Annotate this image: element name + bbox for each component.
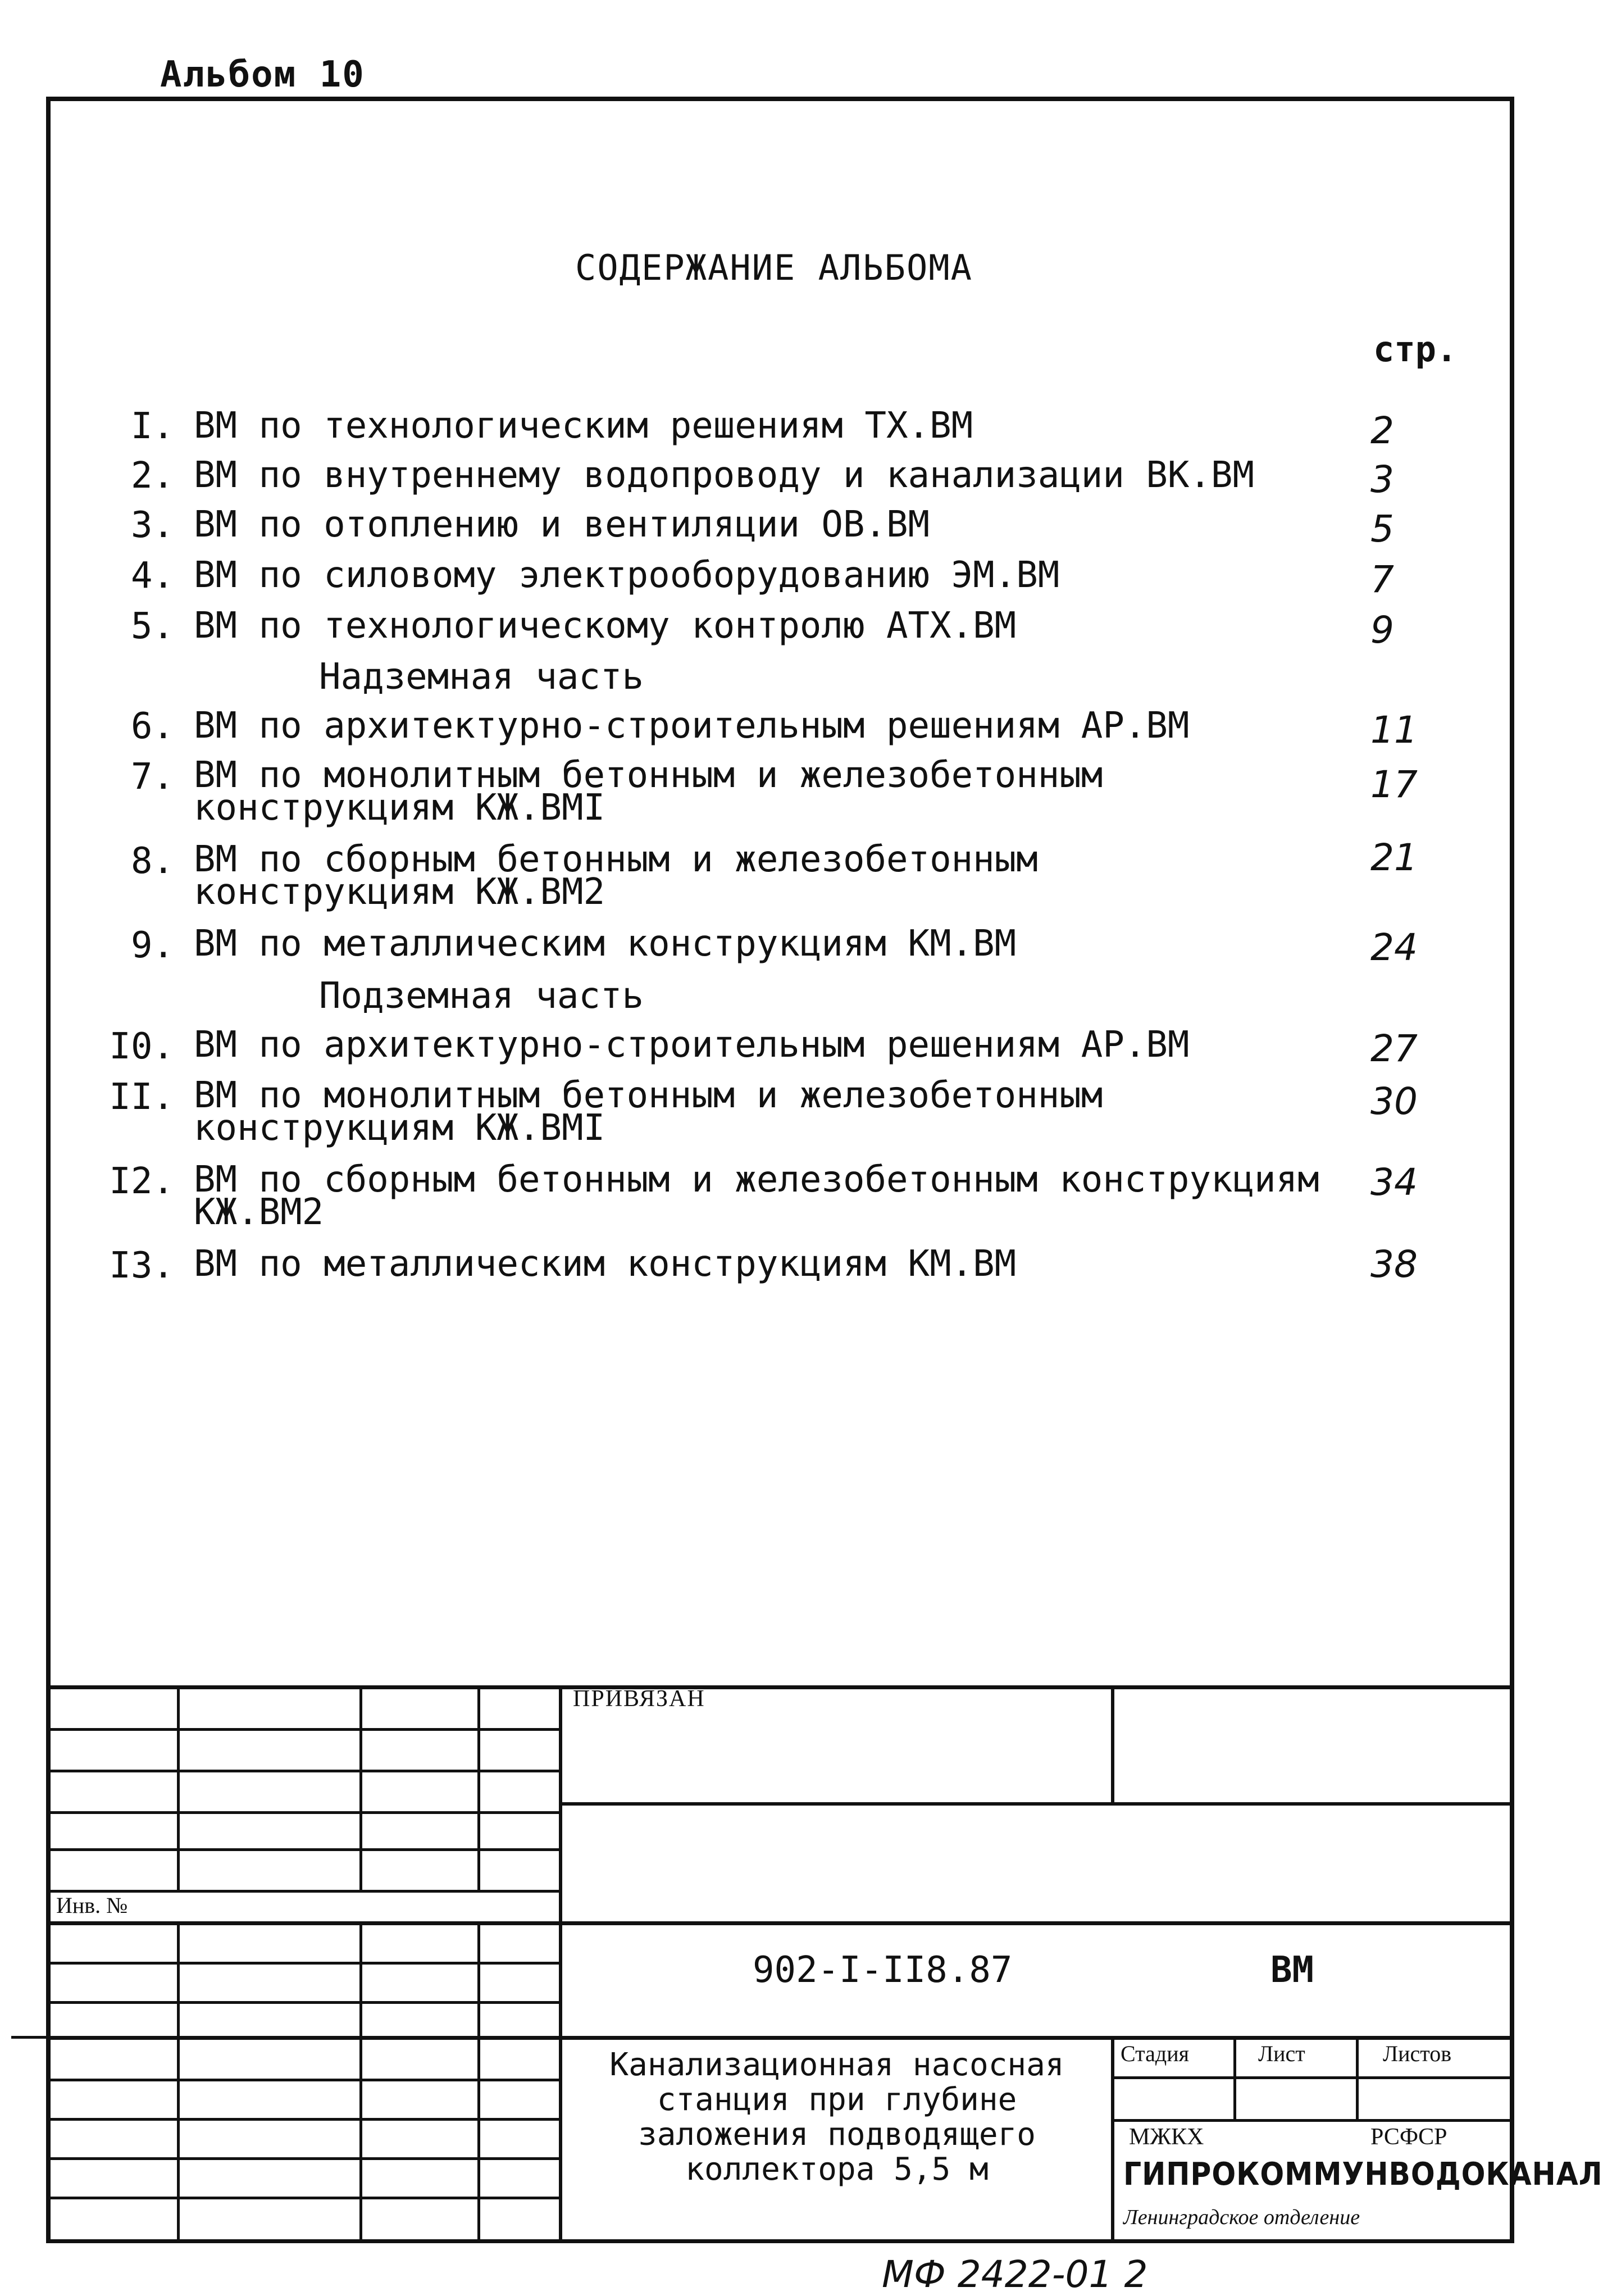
grid-line <box>46 2118 559 2121</box>
grid-line <box>46 2079 559 2081</box>
toc-item-page: 3 <box>1370 458 1394 501</box>
stage-column-header: Стадия <box>1121 2041 1190 2066</box>
grid-line <box>46 1962 559 1965</box>
toc-item-page: 9 <box>1370 608 1394 652</box>
grid-line <box>46 2036 1514 2040</box>
handwritten-archive-code: МФ 2422-01 2 <box>882 2253 1148 2296</box>
organization-branch: Ленинградское отделение <box>1123 2206 1360 2229</box>
toc-item-number: 7. <box>130 756 174 798</box>
toc-item-number: 8. <box>130 840 174 882</box>
organization-ministry: МЖКХ <box>1129 2124 1204 2150</box>
grid-line <box>177 1921 180 2242</box>
document-code: 902-I-II8.87 <box>753 1949 1013 1991</box>
toc-item-title: ВМ по отоплению и вентиляции ОВ.ВМ <box>194 504 930 545</box>
sheet-column-header: Лист <box>1258 2041 1305 2066</box>
toc-item-page: 24 <box>1370 926 1418 969</box>
toc-item-page: 17 <box>1370 763 1418 806</box>
toc-item-title: ВМ по технологическому контролю АТХ.ВМ <box>194 605 1017 647</box>
toc-item-number: I2. <box>109 1161 174 1202</box>
section-heading-above-ground: Надземная часть <box>319 656 644 698</box>
toc-item-title: ВМ по архитектурно-строительным решениям АР.ВМ <box>194 705 1190 747</box>
grid-line <box>477 1921 480 2242</box>
toc-item-number: 4. <box>130 555 174 597</box>
toc-item-title: ВМ по сборным бетонным и железобетонным конструкциям <box>194 1159 1319 1201</box>
toc-item-page: 11 <box>1370 708 1418 752</box>
toc-item-number: I3. <box>109 1245 174 1286</box>
grid-line <box>1111 2036 1114 2242</box>
grid-line <box>46 1848 559 1851</box>
grid-line <box>177 1685 180 1890</box>
organization-republic: РСФСР <box>1370 2124 1447 2150</box>
document-mark: ВМ <box>1270 1949 1314 1991</box>
toc-item-page: 2 <box>1370 409 1394 452</box>
toc-item-title: ВМ по металлическим конструкциям КМ.ВМ <box>194 1243 1017 1285</box>
grid-line <box>559 1685 562 2242</box>
toc-item-number: 5. <box>130 606 174 647</box>
organization-name: ГИПРОКОММУНВОДОКАНАЛ <box>1123 2156 1603 2193</box>
grid-line <box>11 2036 53 2039</box>
toc-item-number: 6. <box>130 706 174 747</box>
section-heading-underground: Подземная часть <box>319 975 644 1017</box>
toc-item-number: 9. <box>130 925 174 966</box>
toc-item-page: 21 <box>1370 836 1418 879</box>
inventory-number-label: Инв. № <box>56 1893 128 1918</box>
attached-label: ПРИВЯЗАН <box>573 1686 705 1712</box>
toc-item-title: ВМ по монолитным бетонным и железобетонным <box>194 1075 1103 1116</box>
grid-line <box>46 1770 559 1772</box>
grid-line <box>46 2197 559 2199</box>
toc-item-page: 7 <box>1370 558 1394 601</box>
grid-line <box>359 1685 362 1890</box>
toc-item-page: 34 <box>1370 1161 1418 1204</box>
grid-line <box>1111 1685 1114 1804</box>
project-description: Канализационная насосная станция при глубине заложения подводящего коллектора 5,5 м <box>609 2047 1064 2188</box>
grid-line <box>559 1802 1514 1806</box>
grid-line <box>1233 2036 1236 2120</box>
grid-line <box>359 1921 362 2242</box>
toc-item-page: 27 <box>1370 1027 1418 1070</box>
grid-line <box>1113 2076 1514 2079</box>
toc-item-number: I. <box>130 406 174 447</box>
toc-item-page: 5 <box>1370 507 1394 551</box>
toc-item-title-cont: конструкциям КЖ.ВМI <box>194 1107 605 1149</box>
grid-line <box>46 1811 559 1814</box>
toc-item-page: 38 <box>1370 1243 1418 1286</box>
toc-item-number: 3. <box>130 504 174 546</box>
toc-item-title: ВМ по архитектурно-строительным решениям АР.ВМ <box>194 1024 1190 1066</box>
grid-line <box>46 1728 559 1731</box>
page-title: СОДЕРЖАНИЕ АЛЬБОМА <box>575 247 973 288</box>
toc-item-title: ВМ по силовому электрооборудованию ЭМ.ВМ <box>194 554 1060 596</box>
grid-line <box>46 2001 559 2004</box>
toc-item-title-cont: КЖ.ВМ2 <box>194 1192 324 1233</box>
grid-line <box>1356 2036 1359 2120</box>
toc-item-title: ВМ по металлическим конструкциям КМ.ВМ <box>194 923 1017 965</box>
grid-line <box>46 1921 1514 1925</box>
toc-item-number: I0. <box>109 1026 174 1067</box>
toc-item-title: ВМ по сборным бетонным и железобетонным <box>194 839 1038 880</box>
title-block-top-line <box>46 1685 1514 1689</box>
toc-item-title: ВМ по монолитным бетонным и железобетонным <box>194 754 1103 796</box>
toc-item-number: II. <box>109 1076 174 1118</box>
grid-line <box>477 1685 480 1890</box>
toc-item-title: ВМ по технологическим решениям ТХ.ВМ <box>194 405 973 447</box>
toc-item-title-cont: конструкциям КЖ.ВМ2 <box>194 871 605 913</box>
toc-item-title: ВМ по внутреннему водопроводу и канализации ВК.ВМ <box>194 454 1255 496</box>
toc-item-number: 2. <box>130 455 174 497</box>
title-block-bottom-line <box>46 2239 1514 2243</box>
album-label: Альбом 10 <box>160 54 365 96</box>
toc-item-page: 30 <box>1370 1080 1418 1123</box>
toc-item-title-cont: конструкциям КЖ.ВМI <box>194 787 605 829</box>
page-column-header: стр. <box>1373 329 1458 370</box>
sheets-column-header: Листов <box>1383 2041 1452 2066</box>
grid-line <box>46 2157 559 2160</box>
grid-line <box>1113 2119 1514 2122</box>
